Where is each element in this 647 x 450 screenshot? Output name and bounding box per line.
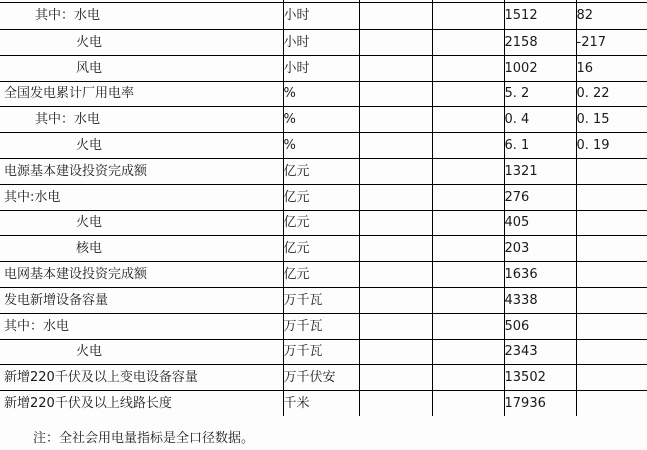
empty-cell-2 <box>432 236 504 262</box>
table-row <box>0 391 647 416</box>
indicator-cell: 火电 <box>0 133 283 159</box>
value-cell-1: 4338 <box>504 287 576 313</box>
table-row <box>0 313 647 339</box>
value-cell-1: 2343 <box>504 339 576 365</box>
indicator-cell: 新增220千伏及以上变电设备容量 <box>0 365 283 391</box>
value-cell-2 <box>576 158 647 184</box>
empty-cell-2 <box>432 391 504 416</box>
empty-cell-1 <box>359 339 432 365</box>
table-row <box>0 0 647 30</box>
unit-cell: 亿元 <box>283 236 359 262</box>
indicator-cell: 风电 <box>0 55 283 81</box>
indicator-cell: 火电 <box>0 30 283 56</box>
empty-cell-2 <box>432 81 504 107</box>
footnote: 注：全社会用电量指标是全口径数据。 <box>33 431 255 446</box>
table-row <box>0 81 647 107</box>
value-cell-2: 0. 22 <box>576 81 647 107</box>
value-cell-2: 0. 15 <box>576 107 647 133</box>
empty-cell-2 <box>432 0 504 30</box>
indicator-cell: 火电 <box>0 339 283 365</box>
value-cell-2 <box>576 287 647 313</box>
table-row <box>0 158 647 184</box>
empty-cell-2 <box>432 210 504 236</box>
value-cell-1: 0. 4 <box>504 107 576 133</box>
empty-cell-2 <box>432 262 504 288</box>
unit-cell: 小时 <box>283 30 359 56</box>
value-cell-2 <box>576 210 647 236</box>
indicator-cell: 发电新增设备容量 <box>0 287 283 313</box>
empty-cell-1 <box>359 81 432 107</box>
value-cell-1: 13502 <box>504 365 576 391</box>
table-row <box>0 107 647 133</box>
empty-cell-2 <box>432 30 504 56</box>
value-cell-1: 2158 <box>504 30 576 56</box>
empty-cell-2 <box>432 184 504 210</box>
empty-cell-1 <box>359 30 432 56</box>
unit-cell: 万千伏安 <box>283 365 359 391</box>
empty-cell-2 <box>432 55 504 81</box>
table-row <box>0 365 647 391</box>
value-cell-1: 6. 1 <box>504 133 576 159</box>
value-cell-2 <box>576 184 647 210</box>
unit-cell: % <box>283 133 359 159</box>
value-cell-2 <box>576 262 647 288</box>
value-cell-2 <box>576 339 647 365</box>
value-cell-2 <box>576 236 647 262</box>
empty-cell-2 <box>432 107 504 133</box>
indicator-cell: 其中：水电 <box>0 0 283 30</box>
unit-cell: 亿元 <box>283 210 359 236</box>
table-row <box>0 236 647 262</box>
value-cell-1: 1512 <box>504 0 576 30</box>
value-cell-2: 82 <box>576 0 647 30</box>
empty-cell-1 <box>359 262 432 288</box>
empty-cell-2 <box>432 287 504 313</box>
indicator-cell: 电网基本建设投资完成额 <box>0 262 283 288</box>
unit-cell: 小时 <box>283 0 359 30</box>
indicator-cell: 火电 <box>0 210 283 236</box>
table-row <box>0 262 647 288</box>
unit-cell: 万千瓦 <box>283 313 359 339</box>
table-row <box>0 55 647 81</box>
empty-cell-2 <box>432 158 504 184</box>
value-cell-1: 1002 <box>504 55 576 81</box>
indicator-cell: 其中：水电 <box>0 313 283 339</box>
value-cell-1: 5. 2 <box>504 81 576 107</box>
empty-cell-1 <box>359 287 432 313</box>
empty-cell-1 <box>359 55 432 81</box>
value-cell-1: 405 <box>504 210 576 236</box>
table-row <box>0 133 647 159</box>
empty-cell-2 <box>432 339 504 365</box>
table-row <box>0 30 647 56</box>
empty-cell-2 <box>432 133 504 159</box>
empty-cell-1 <box>359 158 432 184</box>
empty-cell-2 <box>432 365 504 391</box>
unit-cell: 亿元 <box>283 184 359 210</box>
value-cell-1: 506 <box>504 313 576 339</box>
unit-cell: % <box>283 107 359 133</box>
value-cell-1: 1321 <box>504 158 576 184</box>
value-cell-2: 16 <box>576 55 647 81</box>
indicator-cell: 新增220千伏及以上线路长度 <box>4 396 172 412</box>
value-cell-1: 276 <box>504 184 576 210</box>
empty-cell-2 <box>432 313 504 339</box>
unit-cell: % <box>283 81 359 107</box>
value-cell-2 <box>576 391 647 416</box>
unit-cell: 亿元 <box>283 262 359 288</box>
empty-cell-1 <box>359 313 432 339</box>
value-cell-1: 1636 <box>504 262 576 288</box>
table-row <box>0 287 647 313</box>
value-cell-2 <box>576 313 647 339</box>
value-cell-2: -217 <box>576 30 647 56</box>
indicator-cell: 电源基本建设投资完成额 <box>0 158 283 184</box>
unit-cell: 小时 <box>283 55 359 81</box>
indicator-cell: 全国发电累计厂用电率 <box>0 81 283 107</box>
unit-cell: 万千瓦 <box>283 287 359 313</box>
empty-cell-1 <box>359 133 432 159</box>
unit-cell: 亿元 <box>283 158 359 184</box>
value-cell-2 <box>576 365 647 391</box>
table-row <box>0 184 647 210</box>
indicator-cell: 核电 <box>0 236 283 262</box>
unit-cell: 万千瓦 <box>283 339 359 365</box>
empty-cell-1 <box>359 210 432 236</box>
value-cell-1: 203 <box>504 236 576 262</box>
table-row <box>0 210 647 236</box>
empty-cell-1 <box>359 184 432 210</box>
value-cell-2: 0. 19 <box>576 133 647 159</box>
value-cell-1: 17936 <box>504 391 576 416</box>
indicator-cell: 其中：水电 <box>0 107 283 133</box>
empty-cell-1 <box>359 0 432 30</box>
table-row <box>0 339 647 365</box>
empty-cell-1 <box>359 365 432 391</box>
empty-cell-1 <box>359 391 432 416</box>
indicator-cell: 其中:水电 <box>0 184 283 210</box>
empty-cell-1 <box>359 236 432 262</box>
empty-cell-1 <box>359 107 432 133</box>
unit-cell: 千米 <box>283 391 359 416</box>
